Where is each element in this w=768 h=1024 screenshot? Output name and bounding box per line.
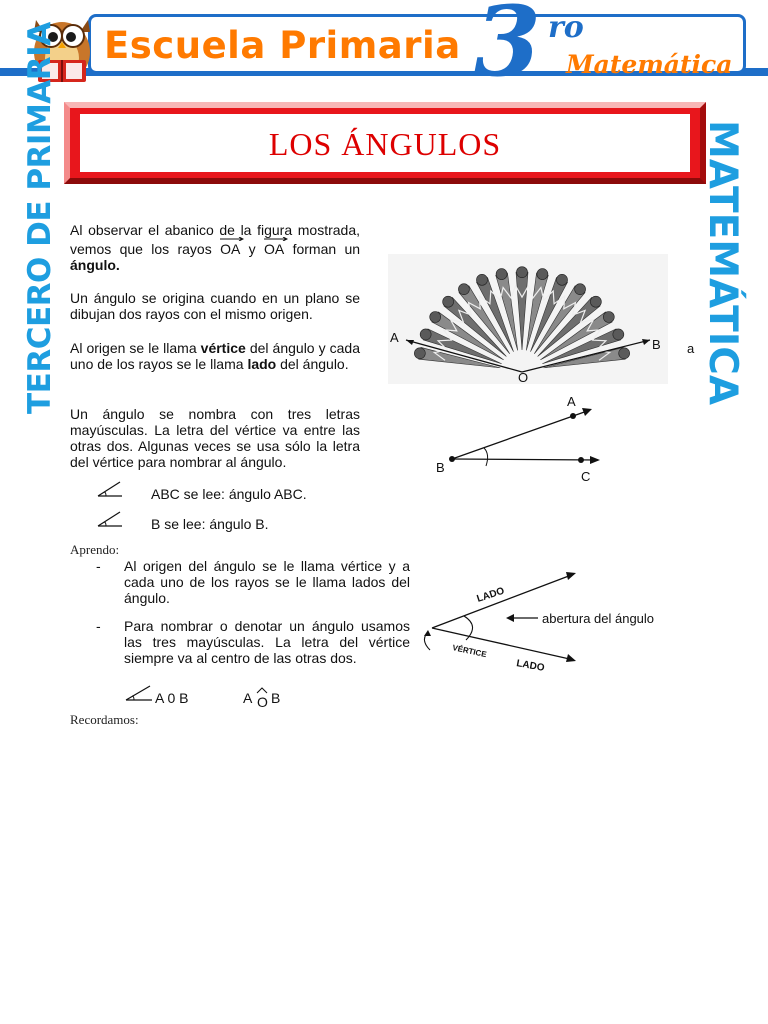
fan-figure bbox=[388, 254, 668, 384]
side-text-right: MATEMÁTICA bbox=[700, 120, 745, 406]
angle-symbol-icon bbox=[96, 480, 124, 498]
vector-arrow-icon bbox=[220, 237, 244, 241]
p3-text-c: del ángulo. bbox=[280, 356, 349, 372]
abc-label-b: B bbox=[436, 460, 445, 475]
p3-text-b: del ángulo y cada uno de los rayos se le llama bbox=[70, 340, 361, 372]
label-lado-top: LADO bbox=[475, 585, 506, 605]
p1-text-a: Al observar el abanico de la figura mostrada, vemos que los rayos bbox=[70, 222, 360, 257]
angle-symbol-icon bbox=[124, 684, 154, 702]
p1-and: y bbox=[248, 241, 256, 257]
list-item-text: Al origen del ángulo se le llama vértice y a cada uno de los rayos se le llama lados del ángulo. bbox=[124, 558, 410, 606]
list-item bbox=[96, 558, 408, 608]
school-name: Escuela Primaria bbox=[104, 24, 461, 67]
fan-rib-tip bbox=[458, 284, 469, 295]
ray-oa-2 bbox=[264, 238, 284, 257]
grade-suffix: ro bbox=[548, 10, 584, 45]
page-title: LOS ÁNGULOS bbox=[268, 126, 502, 162]
aprendo-heading: Aprendo: bbox=[70, 542, 120, 557]
paragraph-1 bbox=[70, 222, 360, 273]
fan-rib-tip bbox=[590, 296, 601, 307]
notation-hat-a: A bbox=[243, 690, 253, 706]
fan-rib-tip bbox=[476, 274, 487, 285]
fan-rib-tip bbox=[557, 274, 568, 285]
fan-rib-tip bbox=[443, 296, 454, 307]
paragraph-3 bbox=[70, 340, 360, 372]
title-inner bbox=[80, 114, 690, 172]
p1-bold: ángulo. bbox=[70, 257, 120, 273]
label-abertura: abertura del ángulo bbox=[542, 611, 655, 626]
notation-aob: A 0 B bbox=[155, 690, 189, 706]
fan-label-extra: a bbox=[687, 341, 695, 356]
list-item-text: Para nombrar o denotar un ángulo usamos las tres mayúsculas. La letra del vértice siempre va al centro de las otras dos. bbox=[124, 618, 410, 666]
fan-rib-tip bbox=[603, 311, 614, 322]
fan-rib-tip bbox=[613, 329, 624, 340]
fan-rib-tip bbox=[619, 348, 630, 359]
paragraph-4: Un ángulo se nombra con tres letras mayúsculas. La letra del vértice va entre las otras dos. Algunas veces se usa sólo la letra del vértice para nombrar al ángulo. bbox=[70, 406, 360, 470]
angle-symbol-icon bbox=[96, 510, 124, 528]
fan-label-o: O bbox=[518, 370, 529, 384]
list-dash: - bbox=[96, 618, 101, 634]
fan-rib-tip bbox=[430, 311, 441, 322]
p3-text-a: Al origen se le llama bbox=[70, 340, 197, 356]
fan-rib-tip bbox=[496, 269, 507, 280]
list-item bbox=[96, 618, 408, 684]
abc-label-c: C bbox=[581, 469, 591, 484]
p3-bold-vertice: vértice bbox=[200, 340, 246, 356]
recordamos-heading: Recordamos: bbox=[70, 712, 139, 727]
hat-accent-icon bbox=[256, 687, 268, 694]
list-dash: - bbox=[96, 558, 101, 574]
abc-label-a: A bbox=[567, 394, 576, 409]
grade-number: 3 bbox=[474, 0, 541, 98]
fan-rib-tip bbox=[517, 267, 528, 278]
fan-rib-tip bbox=[414, 348, 425, 359]
vector-arrow-icon bbox=[264, 237, 288, 241]
example-abc: ABC se lee: ángulo ABC. bbox=[151, 486, 307, 502]
notation-hat-o: O bbox=[257, 694, 268, 710]
ray-label-2: OA bbox=[263, 241, 285, 257]
ray-label-1: OA bbox=[220, 241, 241, 257]
fan-rib-tip bbox=[537, 269, 548, 280]
ray-oa-1 bbox=[220, 238, 240, 257]
fan-rib-tip bbox=[575, 284, 586, 295]
fan-label-b: B bbox=[652, 337, 661, 352]
paragraph-2: Un ángulo se origina cuando en un plano se dibujan dos rayos con el mismo origen. bbox=[70, 290, 360, 322]
p1-text-b: forman un bbox=[292, 241, 361, 257]
label-lado-bottom: LADO bbox=[515, 658, 546, 674]
example-b: B se lee: ángulo B. bbox=[151, 516, 269, 532]
angle-abc-figure bbox=[428, 392, 608, 488]
notation-hat-b: B bbox=[271, 690, 281, 706]
fan-label-a: A bbox=[390, 330, 399, 345]
label-vertice: VÉRTICE bbox=[451, 643, 488, 660]
subject-label: Matemática bbox=[566, 50, 733, 79]
side-text-left: TERCERO DE PRIMARIA bbox=[22, 22, 58, 414]
title-box bbox=[64, 102, 706, 184]
fan-rib-tip bbox=[420, 329, 431, 340]
angle-parts-figure bbox=[418, 564, 688, 684]
p3-bold-lado: lado bbox=[247, 356, 277, 372]
